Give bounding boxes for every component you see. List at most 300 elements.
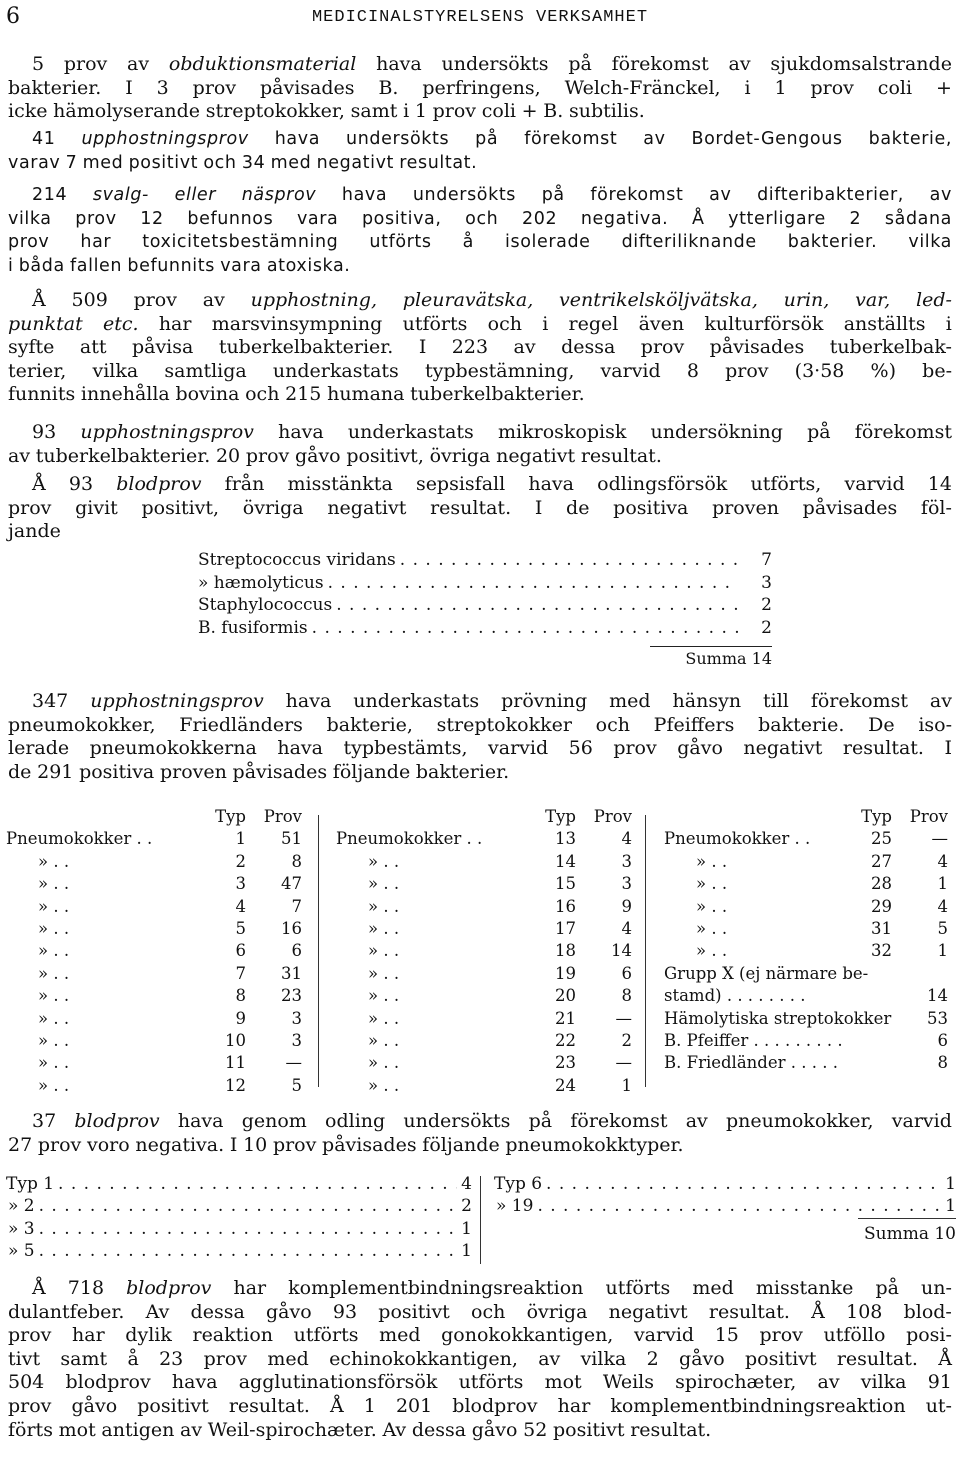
word: prov	[63, 53, 108, 75]
word: prov	[133, 289, 177, 311]
text-line	[8, 714, 952, 738]
prov-value: 8	[621, 986, 632, 1006]
text-line	[8, 208, 952, 232]
prov-value: 1	[937, 874, 948, 894]
paragraph-blodprov-pneumokokker	[8, 1110, 952, 1157]
table-row	[336, 918, 640, 940]
word: Welch-Fränckel,	[564, 76, 721, 99]
blood-typ-summa: Summa 10	[863, 1224, 956, 1244]
word: prov	[725, 359, 769, 382]
word: spirochæter,	[675, 1371, 797, 1394]
streptococcus-summa: Summa 14	[685, 649, 772, 668]
table-row	[664, 851, 956, 873]
word: samt	[350, 100, 398, 123]
typ-value: 24	[555, 1075, 576, 1095]
word: utförts	[458, 1371, 524, 1394]
typ-value: 22	[555, 1030, 576, 1050]
word: typbestämts,	[343, 737, 468, 760]
word: mot	[544, 1371, 582, 1394]
text-line	[8, 360, 952, 384]
word: tuberkelbakterier.	[218, 336, 394, 359]
leader-dots	[537, 1195, 941, 1217]
word: befunnits	[127, 255, 215, 276]
organism-label: stamd) . . . . . . . .	[664, 986, 806, 1006]
leader-dots	[336, 594, 738, 617]
typ-value: 11	[225, 1053, 246, 1073]
organism-label: » . .	[696, 941, 728, 961]
table-row	[336, 1030, 640, 1052]
word: 504	[8, 1371, 45, 1394]
word: %)	[870, 359, 896, 382]
word: un-	[921, 1277, 952, 1299]
prov-value: 1	[937, 941, 948, 961]
text-line	[8, 1324, 952, 1348]
typ-value: 6	[235, 941, 246, 961]
word: blodprov	[452, 1394, 538, 1417]
prov-value: 8	[291, 851, 302, 871]
text-line	[8, 53, 952, 77]
word: syfte	[8, 336, 55, 359]
word: övriga	[242, 496, 304, 519]
word: prov	[192, 76, 237, 99]
word: I	[125, 76, 133, 99]
sum-rule	[858, 1218, 956, 1219]
text-line	[8, 289, 952, 313]
word: regel	[568, 312, 619, 335]
italic-term: svalg-	[92, 185, 149, 205]
word: och	[203, 152, 237, 173]
organism-name: » hæmolyticus	[198, 572, 324, 593]
word: prov	[640, 336, 685, 359]
organism-label: » . .	[38, 986, 70, 1006]
word: och	[487, 312, 522, 335]
prov-value: 6	[291, 941, 302, 961]
typ-label: » 5	[8, 1241, 35, 1262]
word: 41	[32, 129, 56, 149]
word: bakterie,	[326, 713, 413, 736]
word: 20	[215, 444, 241, 467]
table-row	[664, 828, 956, 850]
word: negativt	[496, 444, 576, 467]
word: vilka	[908, 232, 952, 253]
word: gonokokkantigen,	[441, 1324, 614, 1347]
word: undersökning	[650, 421, 783, 443]
word: perfringens,	[422, 76, 541, 99]
typ-count: 1	[461, 1218, 472, 1239]
word: varvid	[633, 1324, 695, 1347]
word: bakterie.	[758, 713, 845, 736]
typ-value: 13	[555, 829, 576, 849]
word: har	[557, 1394, 591, 1417]
word: coli	[481, 100, 516, 123]
typ-row	[6, 1173, 472, 1195]
pneumo-table-col1	[6, 806, 314, 1097]
italic-term: led-	[916, 289, 952, 311]
word: med	[270, 152, 312, 173]
word: 291	[37, 760, 74, 783]
typ-value: 27	[871, 851, 892, 871]
word: av	[929, 690, 952, 712]
word: 27	[8, 1133, 33, 1156]
table-row	[6, 851, 314, 873]
word: hava	[177, 1110, 224, 1132]
text-line	[8, 383, 952, 407]
word: underkastats	[272, 359, 399, 382]
word: samt	[60, 1347, 108, 1370]
word: 14	[927, 473, 952, 495]
word: gåvo	[266, 1300, 312, 1323]
word: innehålla	[80, 383, 170, 406]
italic-term: upphostningsprov	[80, 421, 254, 443]
word: prövning	[501, 690, 588, 712]
word: av	[513, 336, 536, 359]
word: 223	[451, 336, 489, 359]
word: och	[245, 383, 280, 406]
word: utförts	[605, 1277, 671, 1299]
table-row	[336, 985, 640, 1007]
word: undersökts	[412, 185, 517, 205]
word: prov	[759, 1324, 803, 1347]
italic-term: punktat	[8, 312, 83, 335]
text-line	[8, 255, 952, 279]
table-row	[6, 985, 314, 1007]
word: reaktion	[192, 1324, 274, 1347]
word: resultat.	[842, 737, 924, 760]
word: sepsisfall	[415, 473, 506, 495]
word: med	[379, 1324, 421, 1347]
word: övriga	[526, 1300, 588, 1323]
table-row	[336, 1052, 640, 1074]
word: blod-	[903, 1300, 952, 1323]
table-row	[664, 963, 956, 985]
typ-value: 18	[555, 941, 576, 961]
table-row	[664, 918, 956, 940]
organism-label: » . .	[696, 851, 728, 871]
organism-label: » . .	[368, 1075, 400, 1095]
word: utföllo	[823, 1324, 886, 1347]
word: posi-	[906, 1324, 952, 1347]
text-line	[8, 473, 952, 497]
word: samtliga	[164, 359, 247, 382]
word: undersökts	[403, 1110, 511, 1132]
typ-header: Typ	[861, 807, 892, 826]
word: att	[79, 336, 107, 359]
typ-value: 32	[871, 941, 892, 961]
typ-label: Typ 1	[6, 1174, 55, 1194]
prov-value: 1	[621, 1075, 632, 1095]
word: funnits	[8, 383, 76, 406]
table-header	[336, 806, 640, 828]
word: vara	[296, 208, 339, 229]
typ-value: 17	[555, 918, 576, 938]
word: Å	[32, 1277, 46, 1299]
word: hava	[278, 421, 324, 443]
word: negativt	[327, 496, 407, 519]
organism-count: 7	[761, 550, 772, 570]
word: 215	[285, 383, 322, 406]
organism-label: » . .	[38, 1008, 70, 1028]
word: av	[202, 289, 225, 311]
word: prov	[613, 737, 657, 760]
word: på	[875, 1277, 899, 1299]
prov-value: 3	[621, 874, 632, 894]
organism-label: Pneumokokker . .	[6, 829, 153, 849]
table-header	[6, 806, 314, 828]
text-line	[8, 1419, 952, 1443]
prov-value: 9	[621, 896, 632, 916]
prov-value: 16	[281, 918, 302, 938]
table-row	[664, 940, 956, 962]
prov-value: —	[615, 1008, 632, 1028]
organism-label: » . .	[696, 918, 728, 938]
word: påvisades	[709, 336, 805, 359]
word: gåvo	[71, 1394, 118, 1417]
organism-label: » . .	[368, 941, 400, 961]
pneumo-table-col3	[664, 806, 956, 1075]
organism-label: » . .	[38, 941, 70, 961]
word: agglutinationsförsök	[238, 1371, 438, 1394]
word: vilka	[860, 1371, 907, 1394]
word: subtilis.	[568, 100, 645, 123]
word: misstanke	[755, 1277, 854, 1299]
word: 7	[65, 152, 78, 173]
word: 201	[395, 1394, 433, 1417]
word: pneumokokkerna	[89, 737, 257, 760]
word: resultat.	[228, 1394, 310, 1417]
word: positivt	[745, 1347, 817, 1370]
italic-term: blodprov	[74, 1110, 160, 1132]
pneumo-table-col2	[336, 806, 640, 1097]
text-line	[8, 737, 952, 761]
italic-term: var,	[855, 289, 891, 311]
word: gåvo	[679, 1347, 725, 1370]
organism-label: » . .	[38, 874, 70, 894]
word: de	[566, 496, 590, 519]
word: streptokokker	[436, 713, 572, 736]
word: prov	[8, 1394, 52, 1417]
page-number: 6	[6, 4, 20, 29]
prov-value: 47	[281, 874, 302, 894]
word: echinokokkantigen,	[329, 1347, 518, 1370]
word: med	[609, 690, 651, 712]
word: påvisades	[322, 1133, 417, 1156]
word: med	[267, 1347, 309, 1370]
typ-value: 16	[555, 896, 576, 916]
text-line	[8, 1395, 952, 1419]
prov-header: Prov	[909, 807, 948, 826]
word: misstänkta	[287, 473, 393, 495]
word: positivt	[128, 152, 199, 173]
word: på	[568, 53, 592, 75]
word: 2	[646, 1347, 659, 1370]
typ-value: 19	[555, 963, 576, 983]
word: utförts,	[750, 473, 822, 495]
organism-label: Pneumokokker . .	[336, 829, 483, 849]
table-row	[336, 1075, 640, 1097]
leader-dots	[328, 572, 738, 595]
organism-label: » . .	[38, 851, 70, 871]
word: bakterier.	[8, 76, 102, 99]
table-row	[6, 940, 314, 962]
word: på	[541, 185, 565, 205]
word: ytterligare	[728, 208, 826, 229]
column-divider	[645, 815, 646, 1087]
prov-header: Prov	[263, 807, 302, 826]
typ-value: 29	[871, 896, 892, 916]
word: underkastats	[347, 421, 474, 443]
word: difteriliknande	[621, 232, 757, 253]
leader-dots	[312, 617, 738, 640]
word: hava	[528, 473, 574, 495]
word: påvisades	[802, 496, 898, 519]
word: I	[229, 1133, 238, 1156]
organism-label: » . .	[368, 1030, 400, 1050]
leader-dots	[39, 1218, 458, 1240]
typ-label: » 2	[8, 1196, 35, 1217]
word: I	[418, 336, 427, 359]
table-row	[6, 1052, 314, 1074]
organism-label: » . .	[368, 874, 400, 894]
table-row	[336, 1008, 640, 1030]
word: i	[945, 312, 952, 335]
blood-typ-table-left	[6, 1173, 472, 1263]
word: följande	[422, 1133, 500, 1156]
word: på	[475, 129, 499, 149]
word: Å	[938, 1347, 952, 1370]
word: tuberkelbakterier.	[410, 383, 585, 406]
prov-value	[892, 963, 948, 985]
word: hava	[285, 690, 332, 712]
text-line	[8, 1277, 952, 1301]
word: hava	[341, 185, 388, 205]
word: resultat.	[836, 1347, 918, 1370]
typ-header: Typ	[215, 807, 246, 826]
typ-value: 2	[235, 851, 246, 871]
word: Å	[32, 473, 46, 495]
organism-label: » . .	[38, 1075, 70, 1095]
typ-value: 12	[225, 1075, 246, 1095]
italic-term: upphostningsprov	[90, 690, 264, 712]
word: 214	[32, 185, 68, 205]
word: Friedländers	[179, 713, 303, 736]
typ-value: 21	[555, 1008, 576, 1028]
word: underkastats	[353, 690, 480, 712]
prov-value: —	[615, 1053, 632, 1073]
word: undersökts	[346, 129, 450, 149]
word: förekomst	[524, 129, 618, 149]
word: av	[929, 185, 952, 205]
typ-value: 4	[235, 896, 246, 916]
italic-term: upphostningsprov	[81, 129, 249, 149]
word: voro	[86, 1133, 130, 1156]
word: humana	[327, 383, 405, 406]
typ-label: » 19	[496, 1196, 534, 1217]
text-line	[8, 1134, 952, 1158]
text-line	[8, 1371, 952, 1395]
word: prov	[8, 232, 50, 253]
text-line	[8, 1348, 952, 1372]
leader-dots	[39, 1240, 458, 1262]
table-header	[664, 806, 956, 828]
word: och	[465, 208, 499, 229]
organism-count: 2	[761, 595, 772, 615]
sum-rule	[650, 646, 772, 647]
word: med	[82, 152, 124, 173]
word: I	[944, 737, 952, 760]
text-line	[8, 77, 952, 101]
typ-label: Typ 6	[494, 1174, 543, 1194]
word: 10	[243, 1133, 268, 1156]
typ-count: 2	[461, 1196, 472, 1217]
typ-value: 31	[871, 918, 892, 938]
paragraph-mikroskopisk	[8, 421, 952, 468]
word: har	[233, 1277, 267, 1299]
word: varvid	[600, 359, 661, 382]
word: mikroskopisk	[498, 421, 627, 443]
text-line	[8, 128, 952, 152]
word: av	[127, 53, 150, 75]
word: på	[528, 1110, 553, 1132]
word: jande	[8, 520, 61, 543]
word: +	[935, 76, 952, 99]
word: 1	[774, 76, 787, 99]
prov-value: 6	[621, 963, 632, 983]
word: 718	[67, 1277, 105, 1299]
word: dylik	[125, 1324, 172, 1347]
table-row	[6, 1030, 314, 1052]
word: 93	[32, 421, 57, 443]
typ-value: 3	[235, 874, 246, 894]
text-line	[8, 445, 952, 469]
word: har	[158, 312, 192, 335]
word: prov	[272, 1133, 317, 1156]
word: varvid	[844, 473, 905, 495]
prov-value: 51	[281, 829, 302, 849]
text-line	[8, 761, 952, 785]
text-line	[8, 184, 952, 208]
text-line	[8, 1110, 952, 1134]
word: utförts	[369, 232, 432, 253]
word: resultat.	[630, 1418, 712, 1441]
word: Å	[691, 208, 705, 229]
word: resultat.	[399, 152, 478, 173]
word: 52	[523, 1418, 548, 1441]
word: bakterier.	[787, 232, 878, 253]
word: förts	[8, 1418, 53, 1441]
word: förekomst	[570, 1110, 668, 1132]
word: tuberkelbak-	[829, 336, 952, 359]
word: positiva	[613, 496, 689, 519]
prov-value: —	[285, 1053, 302, 1073]
word: gåvo	[471, 1418, 518, 1441]
word: terier,	[8, 359, 67, 382]
word: negativt	[743, 737, 823, 760]
word: blodprov	[65, 1371, 151, 1394]
strep-row	[198, 594, 772, 617]
typ-row	[494, 1195, 956, 1217]
table-row	[6, 896, 314, 918]
word: vara	[220, 255, 262, 276]
word: 23	[159, 1347, 184, 1370]
word: sådana	[884, 208, 952, 229]
table-row	[6, 873, 314, 895]
word: anställts	[843, 312, 926, 335]
word: gåvo	[677, 737, 723, 760]
word: prov	[8, 496, 52, 519]
table-row	[6, 1008, 314, 1030]
word: hava	[274, 129, 321, 149]
word: difteribakterier,	[757, 185, 904, 205]
